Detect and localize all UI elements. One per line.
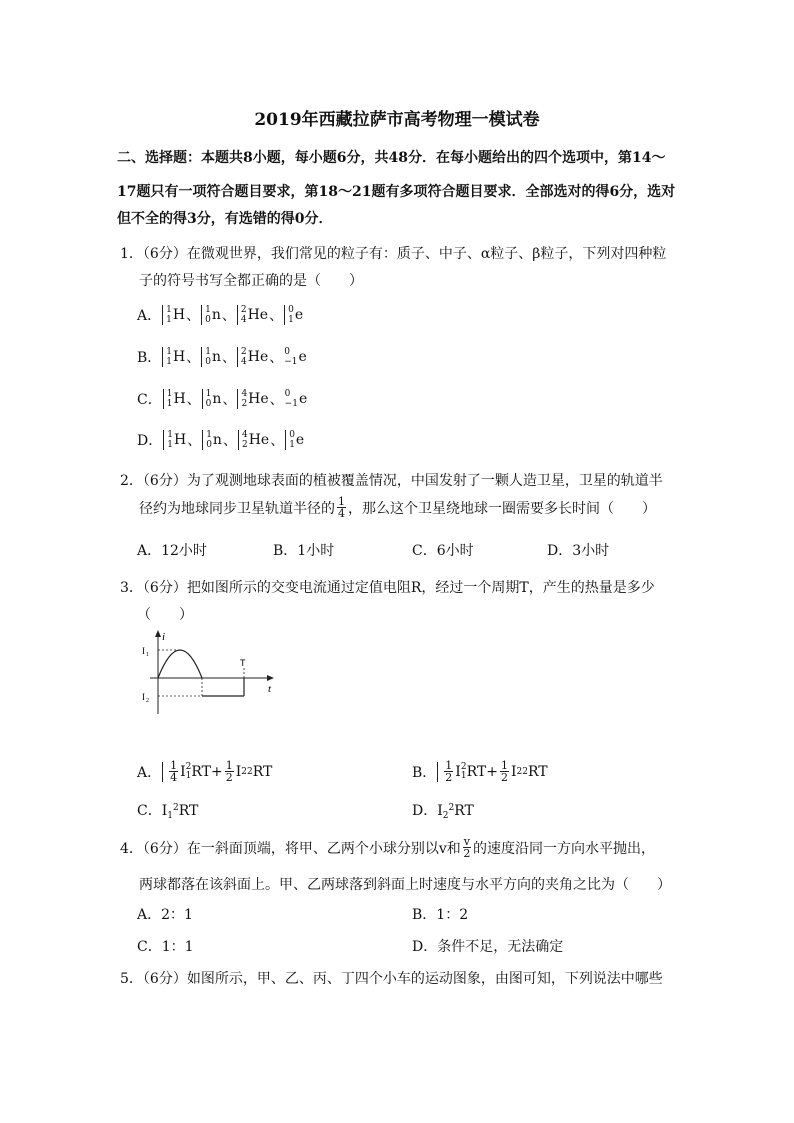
nuclide-symbol: e (294, 307, 304, 323)
q1-option-a (137, 305, 304, 325)
nuclide-charge-number: 4 (241, 357, 247, 367)
q1-nuclide-n (201, 305, 221, 325)
frac-den: 2 (445, 771, 453, 784)
nuclide-charge-number: 1 (166, 315, 172, 325)
q3-option-d (412, 800, 474, 821)
nuclide-mass-number: 1 (166, 305, 172, 315)
section-instructions-line-2: 17题只有一项符合题目要求，第18～21题有多项符合题目要求．全部选对的得6分，选对 (117, 184, 676, 200)
section-instructions-line-3: 但不全的得3分，有选错的得0分． (117, 211, 333, 227)
q1-nuclide-e (285, 430, 304, 450)
graph-t-label: t (268, 683, 272, 695)
sup: 2 (172, 803, 179, 813)
q1-nuclide-e (284, 305, 303, 325)
frac-num: 1 (500, 759, 508, 772)
nuclide-charge-number: 1 (289, 440, 295, 450)
q3-option-c-I: I (161, 803, 168, 819)
nuclide-mass-number: 0 (284, 389, 291, 399)
q3-option-b-frac1 (444, 760, 453, 783)
q2-fraction-num: 1 (338, 495, 345, 508)
q2-option-a: A．12小时 (137, 543, 207, 559)
nuclide-mass-number: 2 (241, 347, 247, 357)
nuclide-charge-number: 1 (167, 440, 173, 450)
graph-t-axis-arrow (267, 675, 274, 681)
q3-option-b-end: RT (527, 763, 548, 780)
nuclide-symbol: n (212, 391, 222, 407)
sub: 2 (516, 766, 523, 777)
separator: 、 (186, 308, 201, 324)
nuclide-charge-number: 1 (166, 357, 173, 367)
q3-option-c (137, 800, 198, 821)
sub: 1 (185, 770, 192, 781)
nuclide-symbol: n (212, 432, 222, 448)
q3-option-a-mid: RT+ (191, 763, 223, 780)
nuclide-mass-number: 1 (205, 389, 212, 399)
q1-nuclide-e (284, 347, 307, 367)
q1-nuclide-a (237, 389, 268, 409)
nuclide-symbol: e (298, 391, 308, 407)
frac-num: 1 (225, 759, 233, 772)
q3-option-d-label: D． (412, 803, 438, 819)
q4-option-d: D．条件不足，无法确定 (412, 939, 564, 955)
separator: 、 (269, 308, 284, 324)
q4-option-c: C．1：1 (137, 939, 194, 955)
q4-stem-text-b: 的速度沿同一方向水平抛出， (472, 840, 655, 857)
q5-stem-line-1: 5．（6分）如图所示，甲、乙、丙、丁四个小车的运动图象，由图可知，下列说法中哪些 (120, 971, 663, 987)
separator: 、 (186, 350, 201, 366)
q4-fraction-num: v (463, 835, 470, 848)
sub: 2 (442, 811, 449, 821)
q2-option-b: B．1小时 (273, 543, 335, 559)
q3-option-b (412, 760, 548, 783)
nuclide-symbol: n (211, 307, 221, 323)
section-instructions-line-1: 二、选择题：本题共8小题，每小题6分，共48分．在每小题给出的四个选项中，第14～ (117, 150, 666, 166)
q4-option-a: A．2：1 (137, 907, 193, 923)
frac-den: 2 (225, 771, 233, 784)
q3-option-a-bar (162, 762, 166, 782)
q3-option-b-label: B． (412, 764, 437, 781)
nuclide-charge-number: −1 (284, 357, 298, 367)
nuclide-mass-number: 1 (167, 430, 173, 440)
sup: 2 (522, 766, 528, 777)
graph-I1-label: I (142, 646, 145, 656)
q3-option-d-I: I (437, 803, 443, 819)
nuclide-mass-number: 4 (241, 430, 248, 440)
nuclide-symbol: e (298, 349, 307, 365)
nuclide-mass-number: 4 (241, 389, 248, 399)
q2-stem-line-2 (139, 496, 656, 519)
nuclide-charge-number: 4 (240, 315, 247, 325)
q3-option-a (137, 760, 272, 783)
nuclide-symbol: He (248, 391, 269, 407)
q3-stem-line-1: 3．（6分）把如图所示的交变电流通过定值电阻R，经过一个周期T，产生的热量是多少 (120, 580, 655, 596)
nuclide-mass-number: 0 (288, 305, 294, 315)
nuclide-mass-number: 0 (289, 430, 295, 440)
q3-option-a-label: A． (137, 764, 162, 781)
q3-option-b-I1: I (455, 763, 461, 780)
sup: 2 (247, 766, 253, 777)
nuclide-mass-number: 1 (166, 389, 173, 399)
q4-fraction (463, 836, 471, 859)
q2-fraction-den: 4 (338, 507, 345, 520)
nuclide-mass-number: 1 (206, 430, 212, 440)
frac-den: 4 (170, 771, 178, 784)
q3-current-graph (140, 628, 280, 716)
q1-nuclide-p (163, 389, 186, 409)
nuclide-charge-number: 2 (241, 399, 248, 409)
q3-option-a-I1: I (180, 763, 186, 780)
nuclide-symbol: n (211, 349, 222, 365)
sup: 2 (185, 761, 192, 772)
nuclide-symbol: e (295, 432, 305, 448)
nuclide-charge-number: 1 (288, 315, 294, 325)
separator: 、 (269, 392, 284, 408)
q2-option-c: C．6小时 (412, 543, 474, 559)
separator: 、 (187, 433, 202, 449)
q3-option-b-mid: RT+ (466, 763, 498, 780)
q1-option-d (137, 430, 305, 450)
separator: 、 (186, 392, 201, 408)
graph-I2-sub: 2 (146, 698, 149, 704)
q3-option-b-bar (437, 762, 441, 782)
page-title: 2019年西藏拉萨市高考物理一模试卷 (254, 110, 540, 130)
q1-nuclide-p (162, 347, 185, 367)
graph-I2-label: I (142, 692, 145, 702)
q3-option-a-I2: I (235, 763, 242, 780)
q2-stem-text-a: 径约为地球同步卫星轨道半径的 (139, 500, 335, 517)
separator: 、 (222, 433, 237, 449)
graph-sine-half (158, 650, 202, 678)
q4-stem-line-1 (120, 836, 655, 859)
q4-stem-line-2: 两球都落在该斜面上。甲、乙两球落到斜面上时速度与水平方向的夹角之比为（ ） (139, 877, 671, 893)
q3-option-a-frac2 (225, 760, 234, 783)
nuclide-charge-number: 0 (205, 315, 211, 325)
q1-nuclide-a (238, 430, 269, 450)
nuclide-charge-number: 0 (206, 440, 212, 450)
q2-stem-text-b: ，那么这个卫星绕地球一圈需要多长时间（ ） (348, 500, 656, 517)
q3-option-c-label: C． (137, 803, 162, 819)
separator: 、 (270, 433, 285, 449)
q1-nuclide-p (163, 430, 186, 450)
q1-option-c (137, 389, 308, 409)
sub: 2 (241, 766, 248, 777)
sub: 1 (460, 770, 467, 781)
q4-fraction-den: 2 (463, 847, 471, 860)
nuclide-charge-number: 2 (241, 440, 248, 450)
q1-nuclide-e (285, 389, 308, 409)
q1-option-label: A． (137, 308, 162, 324)
q1-stem-line-1: 1．（6分）在微观世界，我们常见的粒子有：质子、中子、α粒子、β粒子，下列对四种粒 (120, 246, 667, 262)
q1-nuclide-a (237, 305, 268, 325)
q1-option-label: B． (137, 350, 162, 366)
q1-nuclide-a (237, 347, 268, 367)
nuclide-mass-number: 1 (205, 347, 211, 357)
q1-stem-line-2: 子的符号书写全都正确的是（ ） (139, 273, 363, 289)
nuclide-mass-number: 1 (205, 305, 211, 315)
separator: 、 (221, 308, 236, 324)
nuclide-symbol: H (173, 349, 186, 365)
nuclide-charge-number: 0 (205, 357, 211, 367)
sub: 1 (167, 811, 173, 821)
q3-option-b-frac2 (500, 760, 509, 783)
nuclide-symbol: He (247, 307, 269, 323)
nuclide-symbol: H (173, 432, 187, 448)
nuclide-symbol: He (247, 349, 269, 365)
q2-fraction (337, 496, 346, 519)
q1-nuclide-n (202, 389, 222, 409)
q3-option-a-end: RT (252, 763, 273, 780)
q3-option-c-end: RT (178, 803, 199, 819)
nuclide-mass-number: 2 (240, 305, 247, 315)
q1-option-label: C． (137, 392, 162, 408)
nuclide-symbol: He (248, 432, 270, 448)
graph-T-label: T (240, 658, 246, 668)
q1-option-label: D． (137, 433, 163, 449)
q3-option-a-frac1 (169, 760, 178, 783)
q3-stem-line-2: （ ） (137, 607, 193, 623)
nuclide-mass-number: 1 (166, 347, 173, 357)
q2-stem-line-1: 2．（6分）为了观测地球表面的植被覆盖情况，中国发射了一颗人造卫星，卫星的轨道半 (120, 473, 663, 489)
nuclide-charge-number: −1 (284, 399, 298, 409)
q1-option-b (137, 347, 308, 367)
q1-nuclide-n (201, 347, 221, 367)
separator: 、 (222, 350, 237, 366)
nuclide-mass-number: 0 (284, 347, 290, 357)
q1-nuclide-n (202, 430, 222, 450)
separator: 、 (269, 350, 284, 366)
frac-num: 1 (170, 759, 178, 772)
sup: 2 (460, 761, 467, 772)
graph-i-axis-arrow (155, 630, 161, 637)
q1-nuclide-p (162, 305, 185, 325)
sup: 2 (448, 803, 455, 813)
separator: 、 (222, 392, 237, 408)
nuclide-charge-number: 0 (205, 399, 212, 409)
nuclide-symbol: H (173, 391, 186, 407)
nuclide-charge-number: 1 (166, 399, 173, 409)
q4-stem-text-a: 4．（6分）在一斜面顶端，将甲、乙两个小球分别以v和 (120, 840, 461, 857)
q3-option-d-end: RT (454, 803, 474, 819)
frac-den: 2 (500, 771, 508, 784)
nuclide-symbol: H (172, 307, 186, 323)
q3-option-b-I2: I (510, 763, 517, 780)
graph-i-label: i (162, 631, 166, 643)
q2-option-d: D．3小时 (547, 543, 610, 559)
q4-option-b: B．1：2 (412, 907, 469, 923)
frac-num: 1 (445, 759, 453, 772)
graph-I1-sub: 1 (146, 652, 149, 658)
